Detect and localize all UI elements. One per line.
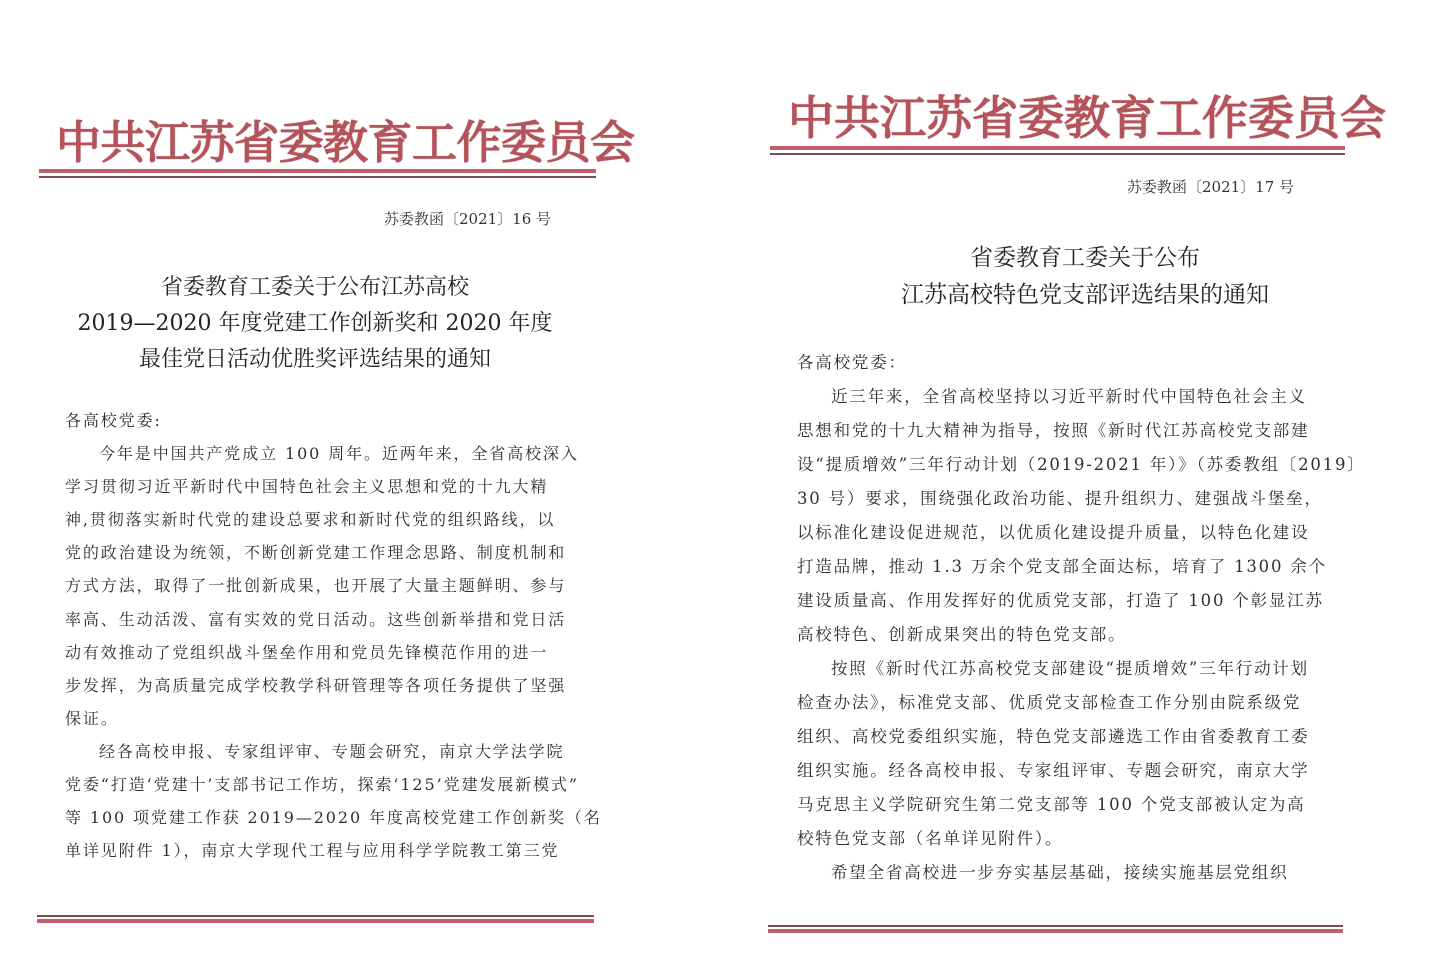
salutation: 各高校党委： <box>797 353 907 372</box>
body-line: 设“提质增效”三年行动计划（2019-2021 年）》（苏委教组〔2019〕 <box>797 455 1366 474</box>
body-line: 高校特色、创新成果突出的特色党支部。 <box>797 625 1127 644</box>
body-line: 马克思主义学院研究生第二党支部等 100 个党支部被认定为高 <box>797 795 1306 814</box>
document-body <box>65 404 602 867</box>
title-line: 最佳党日活动优胜奖评选结果的通知 <box>138 347 491 372</box>
footer-rule-thick <box>768 929 1343 933</box>
body-line: 学习贯彻习近平新时代中国特色社会主义思想和党的十九大精 <box>65 477 549 497</box>
body-line: 30 号）要求，围绕强化政治功能、提升组织力、建强战斗堡垒， <box>797 489 1323 508</box>
document-title <box>790 240 1380 314</box>
title-line: 2019—2020 年度党建工作创新奖和 2020 年度 <box>77 311 553 336</box>
body-line: 以标准化建设促进规范，以优质化建设提升质量，以特色化建设 <box>797 523 1310 542</box>
body-line: 组织、高校党委组织实施，特色党支部遴选工作由省委教育工委 <box>797 727 1310 746</box>
masthead: 中共江苏省委教育工作委员会 <box>788 91 1386 145</box>
title-line: 省委教育工委关于公布 <box>970 245 1200 271</box>
header-rule-thin <box>39 176 596 178</box>
document-number: 苏委教函〔2021〕17 号 <box>1127 178 1295 196</box>
header-rule <box>770 146 1345 156</box>
body-line: 组织实施。经各高校申报、专家组评审、专题会研究，南京大学 <box>797 761 1310 780</box>
footer-rule-thick <box>37 919 594 923</box>
document-number: 苏委教函〔2021〕16 号 <box>384 210 552 228</box>
body-line: 建设质量高、作用发挥好的优质党支部，打造了 100 个彰显江苏 <box>797 591 1324 610</box>
body-line: 等 100 项党建工作获 2019—2020 年度高校党建工作创新奖（名 <box>65 808 602 828</box>
body-line: 检查办法》，标准党支部、优质党支部检查工作分别由院系级党 <box>797 693 1302 712</box>
header-rule <box>39 169 596 179</box>
title-line: 江苏高校特色党支部评选结果的通知 <box>901 282 1269 308</box>
title-line: 省委教育工委关于公布江苏高校 <box>160 275 469 300</box>
body-line: 近三年来，全省高校坚持以习近平新时代中国特色社会主义 <box>831 387 1307 406</box>
body-line: 按照《新时代江苏高校党支部建设“提质增效”三年行动计划 <box>831 659 1309 678</box>
salutation: 各高校党委: <box>65 411 162 430</box>
body-line: 动有效推动了党组织战斗堡垒作用和党员先锋模范作用的进一 <box>65 642 549 662</box>
body-line: 打造品牌，推动 1.3 万余个党支部全面达标，培育了 1300 余个 <box>797 557 1327 576</box>
body-line: 步发挥，为高质量完成学校教学科研管理等各项任务提供了坚强 <box>65 675 567 695</box>
body-line: 神,贯彻落实新时代党的建设总要求和新时代党的组织路线，以 <box>65 510 556 530</box>
body-line: 希望全省高校进一步夯实基层基础，接续实施基层党组织 <box>831 863 1289 882</box>
footer-rule-thin <box>37 915 594 917</box>
body-line: 党委“打造‘党建十’支部书记工作坊，探索‘125’党建发展新模式” <box>65 775 579 795</box>
body-line: 校特色党支部（名单详见附件）。 <box>797 829 1064 848</box>
document-left <box>0 0 720 976</box>
body-line: 思想和党的十九大精神为指导，按照《新时代江苏高校党支部建 <box>797 421 1310 440</box>
header-rule-thick <box>39 169 596 173</box>
document-body <box>797 346 1366 890</box>
body-line: 保证。 <box>65 708 119 728</box>
body-line: 党的政治建设为统领，不断创新党建工作理念思路、制度机制和 <box>65 543 567 563</box>
document-right <box>720 0 1442 976</box>
masthead: 中共江苏省委教育工作委员会 <box>56 116 635 169</box>
body-line: 率高、生动活泼、富有实效的党日活动。这些创新举措和党日活 <box>65 609 567 629</box>
document-title <box>40 270 590 378</box>
footer-rule-thin <box>768 925 1343 927</box>
body-line: 经各高校申报、专家组评审、专题会研究，南京大学法学院 <box>99 741 565 761</box>
footer-rule <box>37 915 594 924</box>
footer-rule <box>768 925 1343 934</box>
header-rule-thick <box>770 146 1345 150</box>
body-line: 方式方法，取得了一批创新成果，也开展了大量主题鲜明、参与 <box>65 576 567 596</box>
header-rule-thin <box>770 153 1345 155</box>
body-line: 单详见附件 1），南京大学现代工程与应用科学学院教工第三党 <box>65 841 560 861</box>
body-line: 今年是中国共产党成立 100 周年。近两年来，全省高校深入 <box>99 444 579 464</box>
